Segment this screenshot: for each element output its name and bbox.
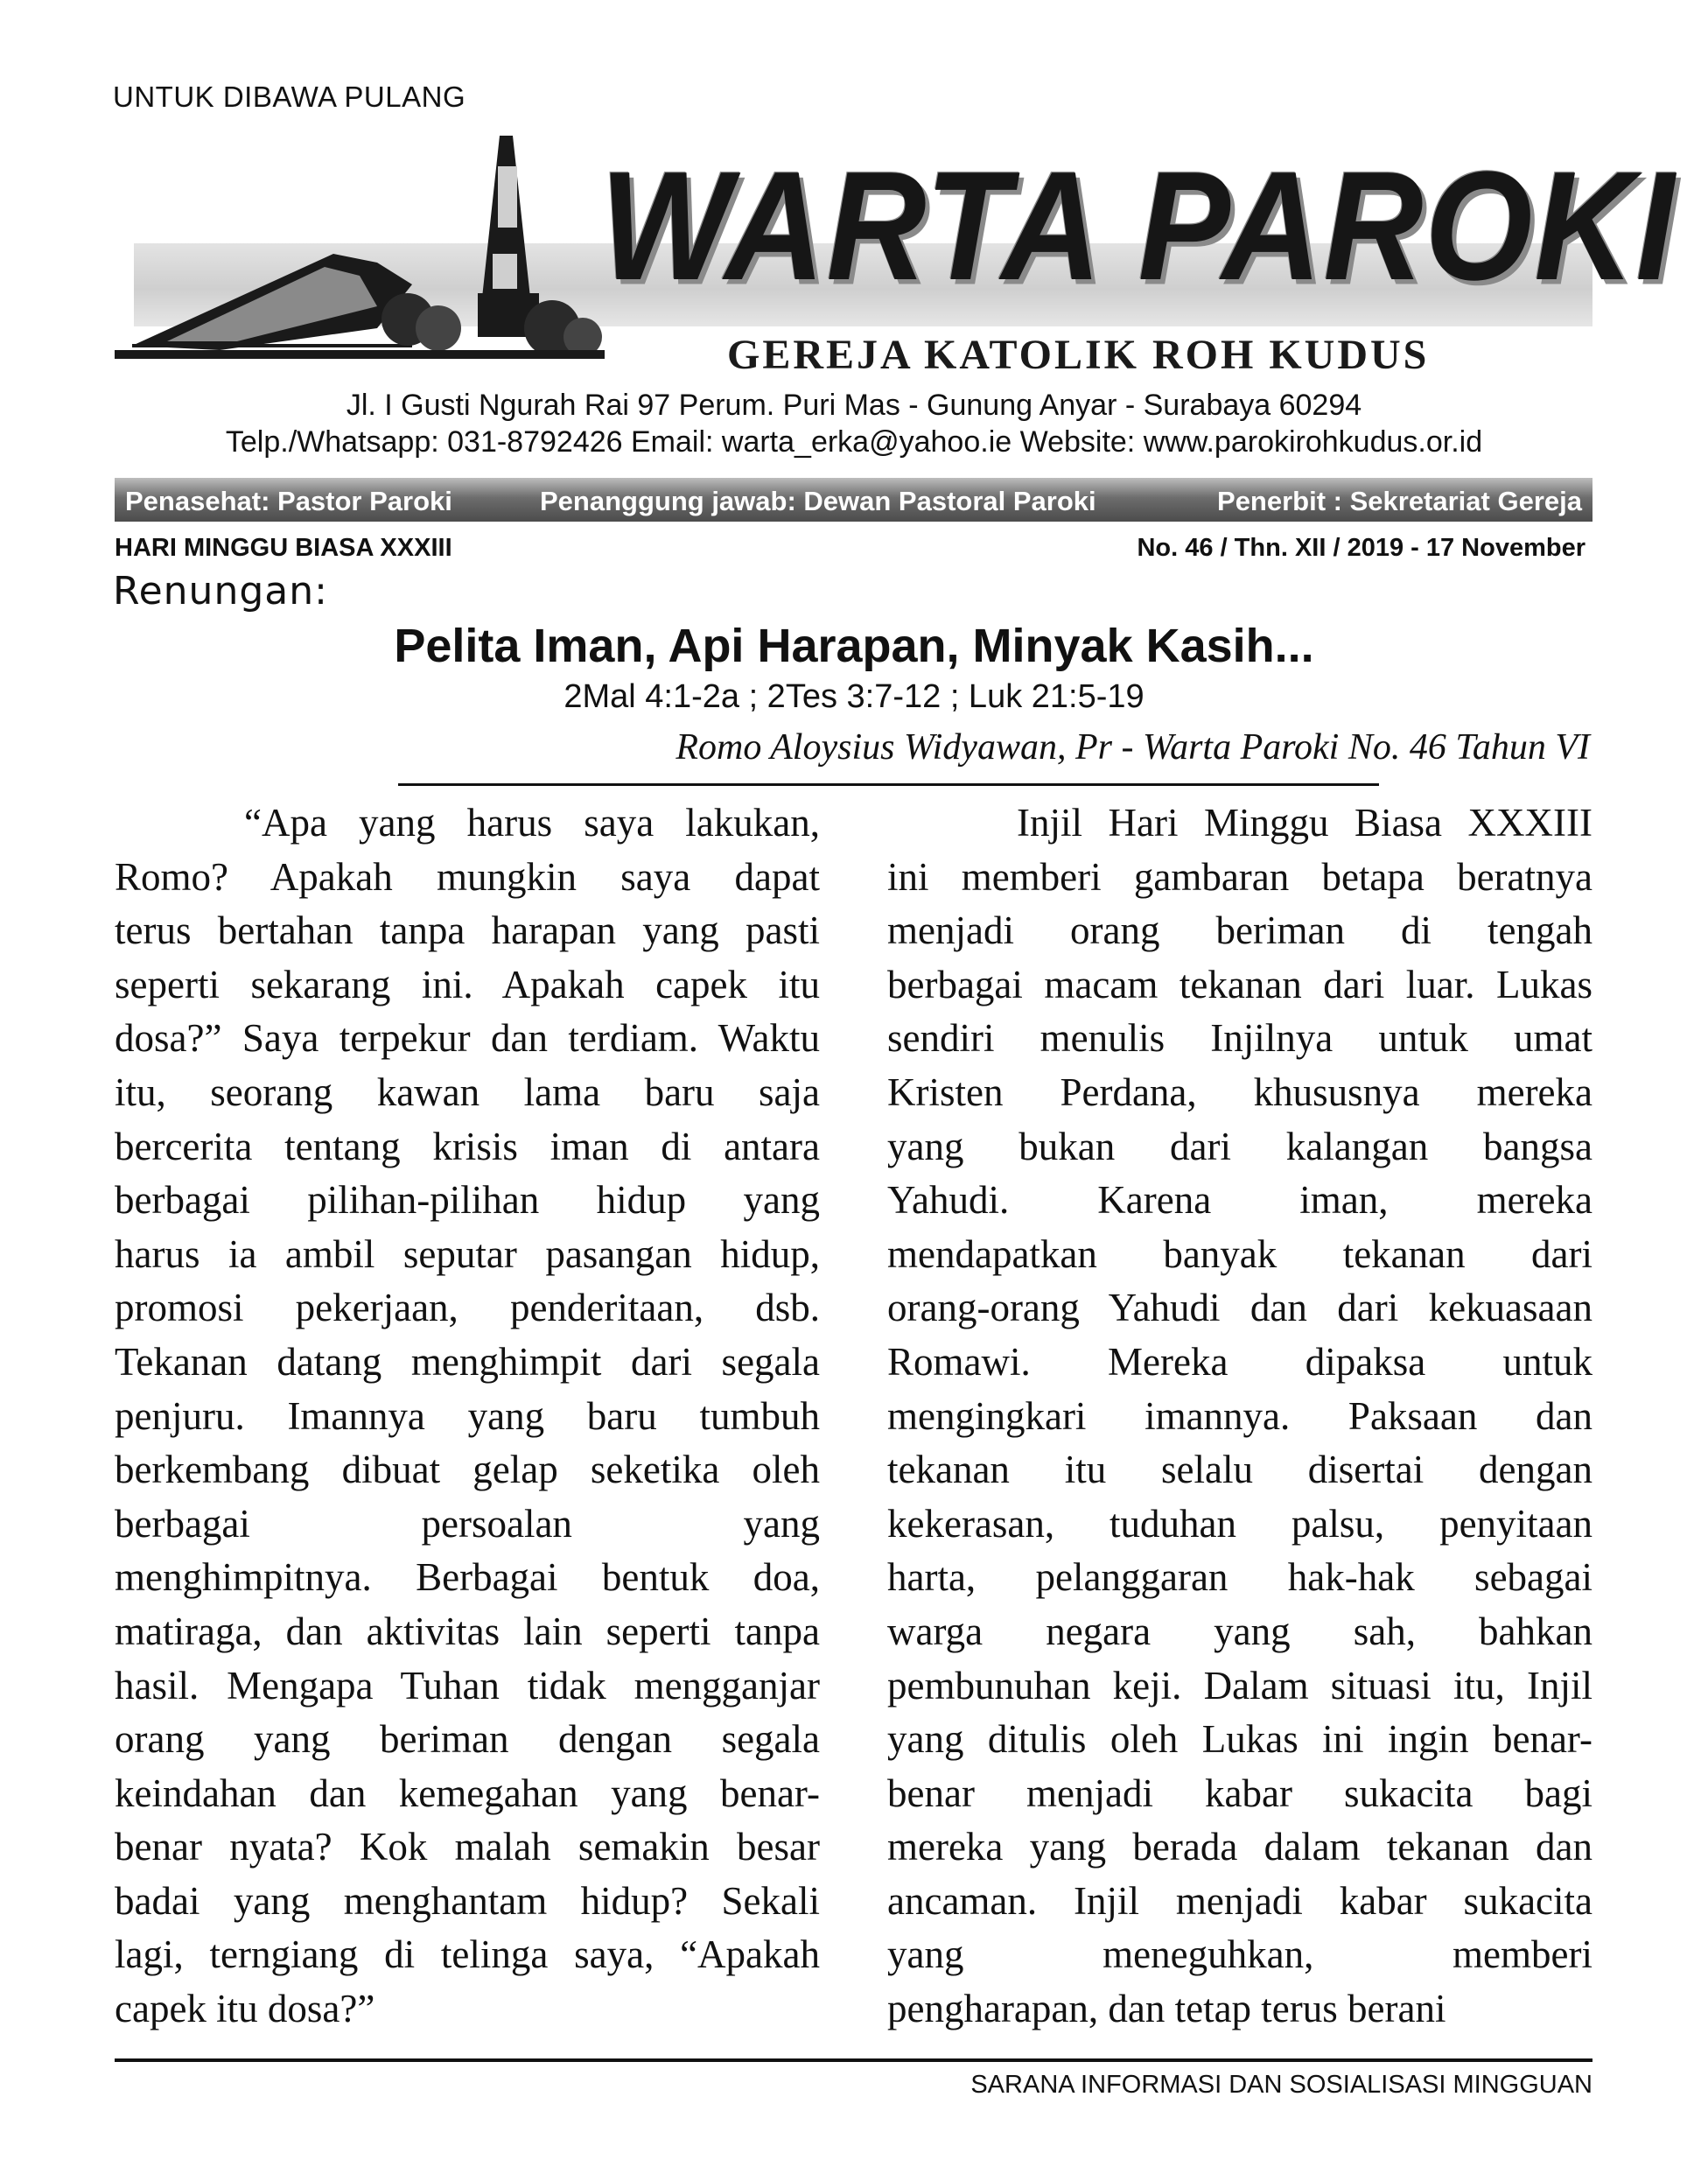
article-line: berbagai persoalan yang: [115, 1501, 820, 1546]
top-note: UNTUK DIBAWA PULANG: [113, 81, 466, 113]
article-line: seperti sekarang ini. Apakah capek itu: [115, 962, 820, 1006]
article-line: Yahudi. Karena iman, mereka: [887, 1178, 1592, 1223]
article-line: menjadi orang beriman di tengah: [887, 908, 1592, 953]
article-author: Romo Aloysius Widyawan, Pr - Warta Paroki No. 46 Tahun VI: [676, 727, 1590, 768]
article-line: keindahan dan kemegahan yang benar-: [115, 1771, 820, 1815]
article-line: warga negara yang sah, bahkan: [887, 1609, 1592, 1653]
contact-info: Telp./Whatsapp: 031-8792426 Email: warta_erka@yahoo.ie Website: www.parokirohkudus.or.id: [225, 425, 1483, 459]
article-line: promosi pekerjaan, penderitaan, dsb.: [115, 1286, 820, 1330]
title-divider: [398, 783, 1379, 786]
article-line: mereka yang berada dalam tekanan dan: [887, 1825, 1592, 1869]
section-label: Renungan:: [113, 569, 328, 614]
footer-tagline: SARANA INFORMASI DAN SOSIALISASI MINGGUAN: [970, 2071, 1592, 2099]
article-line: yang ditulis oleh Lukas ini ingin benar-: [887, 1717, 1592, 1762]
article-line: pembunuhan keji. Dalam situasi itu, Injil: [887, 1663, 1592, 1708]
article-line: mendapatkan banyak tekanan dari: [887, 1231, 1592, 1276]
article-column-left: [115, 796, 820, 2037]
article-line: capek itu dosa?”: [115, 1987, 375, 2031]
article-line: berbagai macam tekanan dari luar. Lukas: [887, 962, 1592, 1006]
article-line: menghimpitnya. Berbagai bentuk doa,: [115, 1555, 820, 1600]
article-title: Pelita Iman, Api Harapan, Minyak Kasih...: [394, 620, 1314, 672]
staff-publisher: Penerbit : Sekretariat Gereja: [1217, 486, 1582, 516]
article-line: sendiri menulis Injilnya untuk umat: [887, 1016, 1592, 1061]
article-line: bercerita tentang krisis iman di antara: [115, 1124, 820, 1168]
article-line: mengingkari imannya. Paksaan dan: [887, 1393, 1592, 1438]
article-line: orang yang beriman dengan segala: [115, 1717, 820, 1762]
church-logo-icon: [115, 131, 605, 376]
scripture-readings: 2Mal 4:1-2a ; 2Tes 3:7-12 ; Luk 21:5-19: [564, 678, 1144, 715]
article-line: badai yang menghantam hidup? Sekali: [115, 1878, 820, 1923]
article-line: itu, seorang kawan lama baru saja: [115, 1069, 820, 1114]
article-line: berkembang dibuat gelap seketika oleh: [115, 1448, 820, 1492]
article-line: harta, pelanggaran hak-hak sebagai: [887, 1555, 1592, 1600]
article-column-right: [887, 796, 1592, 2037]
article-line: Romo? Apakah mungkin saya dapat: [115, 854, 820, 899]
article-line: terus bertahan tanpa harapan yang pasti: [115, 908, 820, 953]
article-line: yang bukan dari kalangan bangsa: [887, 1124, 1592, 1168]
article-line: penjuru. Imannya yang baru tumbuh: [115, 1393, 820, 1438]
article-line: harus ia ambil seputar pasangan hidup,: [115, 1231, 820, 1276]
staff-bar: [115, 478, 1592, 522]
staff-responsible: Penanggung jawab: Dewan Pastoral Paroki: [540, 486, 1096, 516]
article-line: ancaman. Injil menjadi kabar sukacita: [887, 1878, 1592, 1923]
article-line: “Apa yang harus saya lakukan,: [244, 801, 820, 845]
article-line: berbagai pilihan-pilihan hidup yang: [115, 1178, 820, 1223]
footer-divider: [115, 2058, 1592, 2062]
address: Jl. I Gusti Ngurah Rai 97 Perum. Puri Mas - Gunung Anyar - Surabaya 60294: [346, 389, 1362, 422]
article-line: benar menjadi kabar sukacita bagi: [887, 1771, 1592, 1815]
article-line: lagi, terngiang di telinga saya, “Apakah: [115, 1932, 820, 1977]
masthead-title: WARTA PAROKI: [600, 139, 1676, 313]
article-line: hasil. Mengapa Tuhan tidak mengganjar: [115, 1663, 820, 1708]
article-line: ini memberi gambaran betapa beratnya: [887, 854, 1592, 899]
article-line: pengharapan, dan tetap terus berani: [887, 1987, 1446, 2031]
article-line: Kristen Perdana, khususnya mereka: [887, 1069, 1592, 1114]
article-line: matiraga, dan aktivitas lain seperti tanpa: [115, 1609, 820, 1653]
article-line: Romawi. Mereka dipaksa untuk: [887, 1339, 1592, 1384]
masthead-subtitle: GEREJA KATOLIK ROH KUDUS: [727, 332, 1430, 378]
issue-number-date: No. 46 / Thn. XII / 2019 - 17 November: [1137, 534, 1586, 562]
article-line: Injil Hari Minggu Biasa XXXIII: [1017, 801, 1592, 845]
article-line: tekanan itu selalu disertai dengan: [887, 1448, 1592, 1492]
article-line: kekerasan, tuduhan palsu, penyitaan: [887, 1501, 1592, 1546]
article-line: dosa?” Saya terpekur dan terdiam. Waktu: [115, 1016, 820, 1061]
liturgical-day: HARI MINGGU BIASA XXXIII: [115, 534, 452, 562]
article-line: benar nyata? Kok malah semakin besar: [115, 1825, 820, 1869]
staff-advisor: Penasehat: Pastor Paroki: [125, 486, 452, 516]
article-line: Tekanan datang menghimpit dari segala: [115, 1339, 820, 1384]
masthead: [115, 131, 1676, 394]
article-line: orang-orang Yahudi dan dari kekuasaan: [887, 1286, 1592, 1330]
article-line: yang meneguhkan, memberi: [887, 1932, 1592, 1977]
